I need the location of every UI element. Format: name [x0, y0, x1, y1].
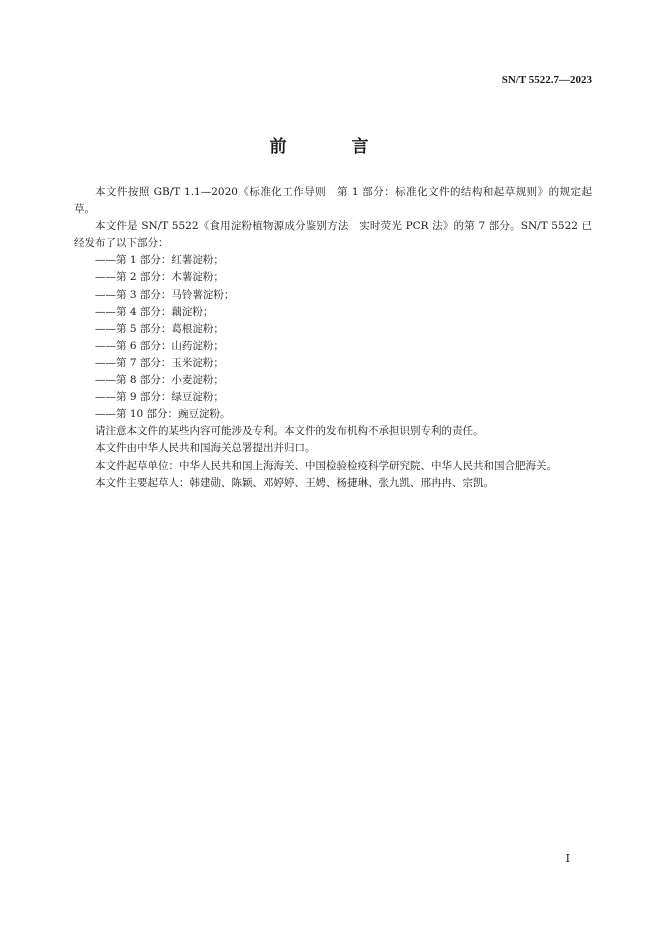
paragraph-drafting-rules: 本文件按照 GB/T 1.1—2020《标准化工作导则 第 1 部分：标准化文件的结构和起草规则》的规定起草。	[74, 186, 592, 216]
paragraph-drafters: 本文件主要起草人：韩建勋、陈颖、邓婷婷、王娉、杨捷琳、张九凯、邢冉冉、宗凯。	[95, 476, 494, 489]
page-number: Ⅰ	[565, 852, 570, 865]
standard-code: SN/T 5522.7—2023	[501, 74, 592, 86]
list-item: ——第 9 部分：绿豆淀粉；	[95, 391, 224, 404]
paragraph-proposer: 本文件由中华人民共和国海关总署提出并归口。	[95, 442, 316, 455]
list-item: ——第 7 部分：玉米淀粉；	[95, 356, 224, 369]
list-item: ——第 3 部分：马铃薯淀粉；	[95, 288, 235, 301]
list-item: ——第 6 部分：山药淀粉；	[95, 339, 224, 352]
paragraph-drafting-units: 本文件起草单位：中华人民共和国上海海关、中国检验检疫科学研究院、中华人民共和国合肥海关。	[95, 459, 557, 472]
parts-list	[74, 252, 592, 423]
paragraph-patent-note: 请注意本文件的某些内容可能涉及专利。本文件的发布机构不承担识别专利的责任。	[95, 425, 484, 438]
list-item: ——第 1 部分：红薯淀粉；	[95, 254, 224, 267]
foreword-body	[74, 184, 592, 492]
paragraph-series-intro: 本文件是 SN/T 5522《食用淀粉植物源成分鉴别方法 实时荧光 PCR 法》的第 7 部分。SN/T 5522 已经发布了以下部分：	[74, 220, 592, 250]
list-item: ——第 4 部分：藕淀粉；	[95, 305, 214, 318]
list-item: ——第 2 部分：木薯淀粉；	[95, 271, 224, 284]
page-title: 前 言	[269, 137, 393, 157]
list-item: ——第 10 部分：豌豆淀粉。	[95, 408, 231, 421]
list-item: ——第 8 部分：小麦淀粉；	[95, 374, 224, 387]
list-item: ——第 5 部分：葛根淀粉；	[95, 322, 224, 335]
